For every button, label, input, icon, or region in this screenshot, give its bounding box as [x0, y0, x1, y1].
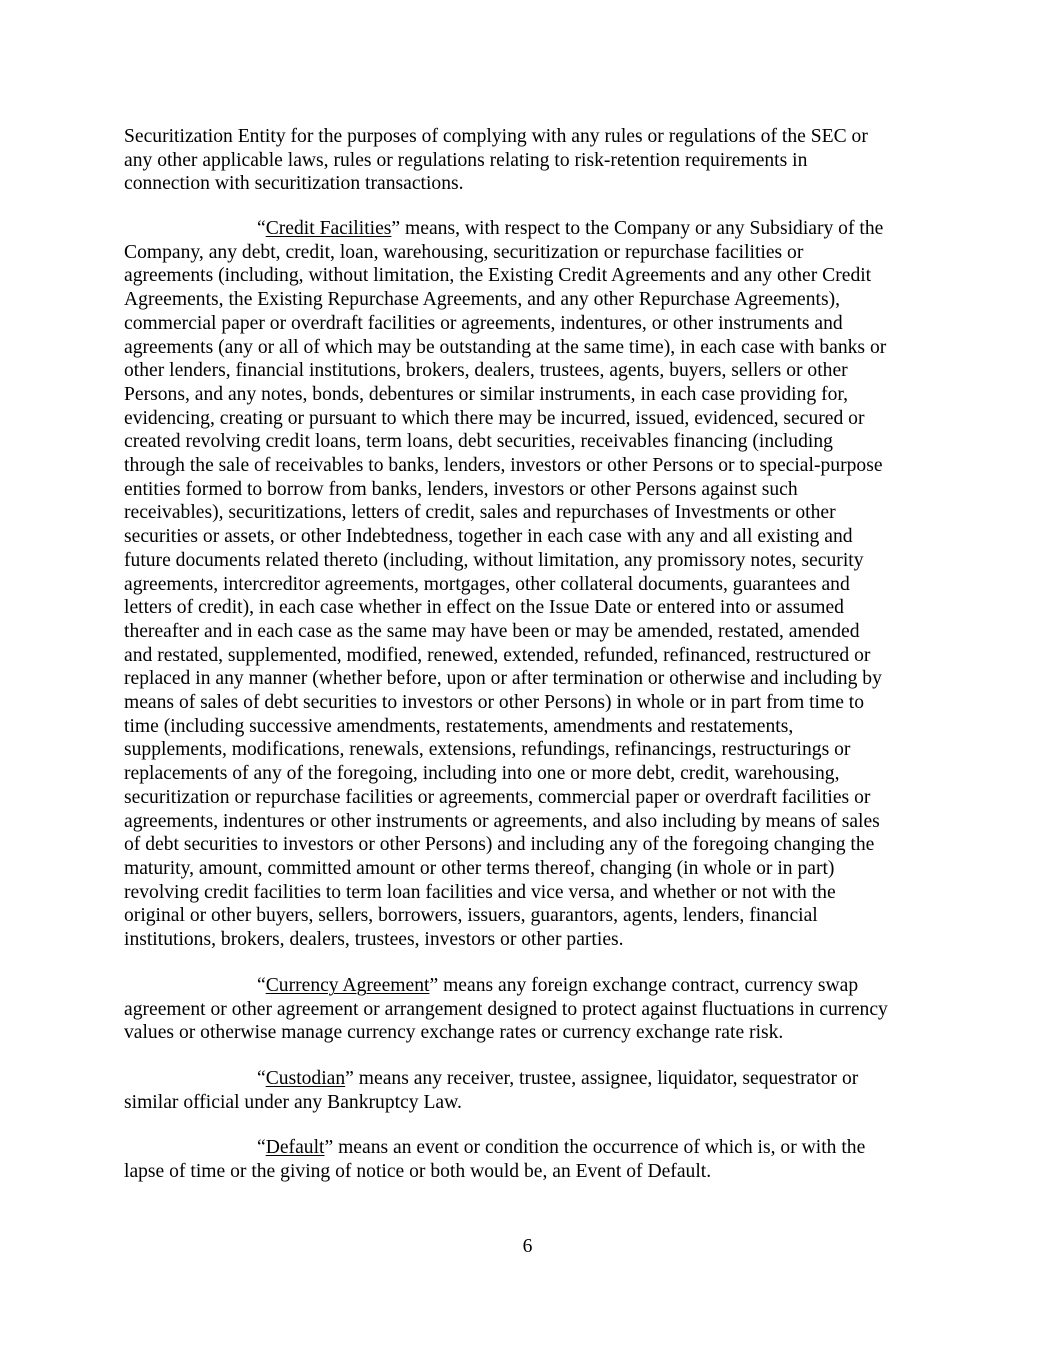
paragraph-line: replacements of any of the foregoing, including into one or more debt, credit, warehousing, — [124, 763, 840, 785]
paragraph-line: thereafter and in each case as the same may have been or may be amended, restated, amended — [124, 620, 860, 642]
definition-first-line — [124, 1067, 936, 1091]
continuation-paragraph — [124, 125, 936, 196]
open-quote: “ — [257, 975, 266, 996]
paragraph-line: entities formed to borrow from banks, lenders, investors or other Persons against such — [124, 478, 798, 500]
paragraph-line: connection with securitization transactions. — [124, 173, 464, 195]
paragraph-line: supplements, modifications, renewals, extensions, refundings, refinancings, restructurings or — [124, 739, 851, 761]
definition-default — [124, 1136, 936, 1183]
paragraph-line: Company, any debt, credit, loan, warehousing, securitization or repurchase facilities or — [124, 241, 804, 263]
paragraph-line: revolving credit facilities to term loan facilities and vice versa, and whether or not with the — [124, 881, 836, 903]
paragraph-line: institutions, brokers, dealers, trustees, investors or other parties. — [124, 929, 624, 951]
definition-currency-agreement — [124, 974, 936, 1045]
definition-first-line — [124, 1136, 936, 1160]
paragraph-line: agreements, intercreditor agreements, mortgages, other collateral documents, guarantees and — [124, 573, 850, 595]
open-quote: “ — [257, 218, 266, 239]
definition-first-line-text: ” means any foreign exchange contract, currency swap — [429, 975, 859, 996]
open-quote: “ — [257, 1068, 266, 1089]
paragraph-line: and restated, supplemented, modified, renewed, extended, refunded, refinanced, restructured or — [124, 644, 871, 666]
definition-first-line-text: ” means an event or condition the occurrence of which is, or with the — [324, 1137, 866, 1158]
open-quote: “ — [257, 1137, 266, 1158]
paragraph-line: through the sale of receivables to banks, lenders, investors or other Persons or to special-purpose — [124, 455, 883, 477]
paragraph-line: original or other buyers, sellers, borrowers, issuers, guarantors, agents, lenders, financial — [124, 905, 818, 927]
paragraph-line: agreements (including, without limitation, the Existing Credit Agreements and any other Credit — [124, 265, 872, 287]
defined-term: Custodian — [265, 1068, 346, 1089]
paragraph-line: agreements (any or all of which may be outstanding at the same time), in each case with banks or — [124, 336, 887, 358]
definition-first-line-text: ” means any receiver, trustee, assignee, liquidator, sequestrator or — [345, 1068, 859, 1089]
paragraph-line: commercial paper or overdraft facilities or agreements, indentures, or other instruments and — [124, 312, 843, 334]
defined-term: Default — [265, 1137, 325, 1158]
paragraph-line: Securitization Entity for the purposes of complying with any rules or regulations of the SEC or — [124, 126, 868, 147]
paragraph-line: values or otherwise manage currency exchange rates or currency exchange rate risk. — [124, 1022, 784, 1044]
defined-term: Credit Facilities — [265, 218, 392, 239]
paragraph-line: created revolving credit loans, term loans, debt securities, receivables financing (including — [124, 431, 833, 453]
paragraph-line: evidencing, creating or pursuant to which there may be incurred, issued, evidenced, secured or — [124, 407, 865, 429]
defined-term: Currency Agreement — [265, 975, 430, 996]
paragraph-line: letters of credit), in each case whether in effect on the Issue Date or entered into or assumed — [124, 597, 844, 619]
paragraph-line: receivables), securitizations, letters of credit, sales and repurchases of Investments or other — [124, 502, 836, 524]
paragraph-line: maturity, amount, committed amount or other terms thereof, changing (in whole or in part) — [124, 857, 835, 879]
definition-first-line — [124, 974, 936, 998]
paragraph-line: time (including successive amendments, restatements, amendments and restatements, — [124, 715, 794, 737]
paragraph-line: any other applicable laws, rules or regulations relating to risk-retention requirements in — [124, 149, 808, 171]
page-number: 6 — [522, 1236, 533, 1257]
paragraph-line: agreement or other agreement or arrangement designed to protect against fluctuations in currency — [124, 998, 888, 1020]
definition-first-line — [124, 217, 936, 241]
paragraph-line: agreements, indentures or other instruments or agreements, and also including by means of sales — [124, 810, 880, 832]
definition-first-line-text: ” means, with respect to the Company or any Subsidiary of the — [391, 218, 884, 239]
paragraph-line: Persons, and any notes, bonds, debentures or similar instruments, in each case providing for, — [124, 383, 849, 405]
paragraph-line: of debt securities to investors or other Persons) and including any of the foregoing changing the — [124, 834, 875, 856]
paragraph-line: lapse of time or the giving of notice or both would be, an Event of Default. — [124, 1160, 712, 1182]
paragraph-line: other lenders, financial institutions, brokers, dealers, trustees, agents, buyers, sellers or other — [124, 360, 848, 382]
definition-custodian — [124, 1067, 936, 1114]
paragraph-line: future documents related thereto (including, without limitation, any promissory notes, security — [124, 549, 864, 571]
definition-credit-facilities — [124, 217, 936, 952]
paragraph-line: replaced in any manner (whether before, upon or after termination or otherwise and including by — [124, 668, 882, 690]
paragraph-line: securities or assets, or other Indebtedness, together in each case with any and all existing and — [124, 526, 853, 548]
paragraph-line: Agreements, the Existing Repurchase Agreements, and any other Repurchase Agreements), — [124, 289, 841, 311]
paragraph-line: securitization or repurchase facilities or agreements, commercial paper or overdraft facilities or — [124, 786, 871, 808]
paragraph-line: similar official under any Bankruptcy Law. — [124, 1091, 462, 1113]
paragraph-line: means of sales of debt securities to investors or other Persons) in whole or in part from time to — [124, 692, 865, 714]
